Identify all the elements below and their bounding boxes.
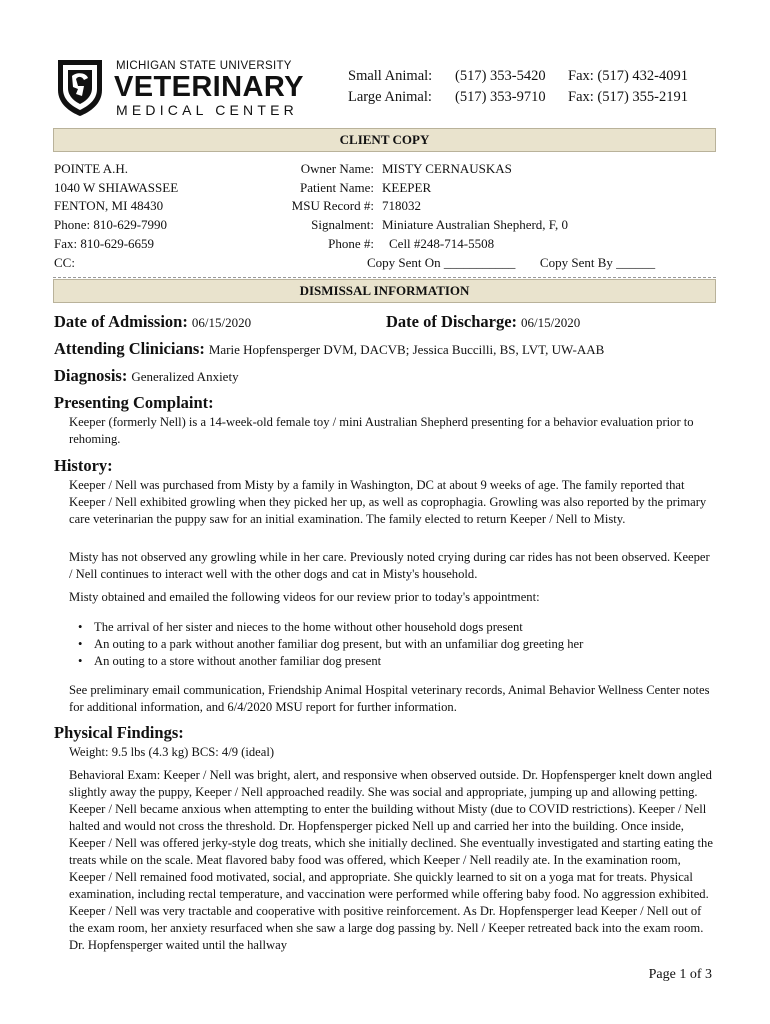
small-animal-phone: (517) 353-5420 <box>455 68 546 84</box>
owner-label: Owner Name: <box>300 161 374 176</box>
patient-label: Patient Name: <box>299 179 374 195</box>
discharge-label: Date of Discharge: <box>386 312 518 331</box>
page-number: Page 1 of 3 <box>648 967 712 982</box>
history-paragraph-1: Keeper / Nell was purchased from Misty by a family in Washington, DC at about 9 weeks of age. The family reported that Keeper / Nell exhibited growling when they picked her up, as well as coprophagia. Growling was also reported by the primary care veterinarian the puppy saw for an initial examination. The family elected to return Keeper / Nell to Misty. <box>69 478 707 526</box>
referral-info <box>54 160 178 272</box>
referral-cc: CC: <box>54 254 75 270</box>
phone-label: Phone #: <box>328 235 374 251</box>
client-copy-banner: CLIENT COPY <box>53 128 716 152</box>
copy-sent-by: Copy Sent By ______ <box>539 255 656 270</box>
logo-title: VETERINARY <box>114 71 304 103</box>
large-animal-label: Large Animal: <box>348 89 432 105</box>
admission-label: Date of Admission: <box>54 312 188 331</box>
signalment-label: Signalment: <box>311 217 374 233</box>
spartan-shield-icon <box>54 56 106 118</box>
video-list <box>76 619 583 670</box>
large-animal-phone: (517) 353-9710 <box>455 89 546 105</box>
list-item: • An outing to a store without another familiar dog present <box>76 653 583 670</box>
behavioral-exam: Behavioral Exam: Keeper / Nell was bright, alert, and responsive when observed outside. Dr. Hopfensperger knelt down angled slightly away the puppy, Keeper / Nell approached readily. She was social and appropriate, jumping up and allowing petting. Keeper / Nell became anxious when attempting to enter the building without Misty (due to COVID restrictions). Keeper / Nell halted and would not cross the threshold. Dr. Hopfensperger picked Nell up and carried her into the building. Once inside, Keeper / Nell was offered jerky-style dog treats, which she initially declined. She eventually investigated and starting eating the treats while on the scale. Meat flavored baby food was offered, which Keeper / Nell readily ate. In the examination room, Keeper / Nell remained food motivated, social, and appropriate. She quickly learned to sit on a yoga mat for treats. Physical examination, including rectal temperature, and vaccination were performed while offering baby food. No aggression exhibited. Keeper / Nell was very tractable and cooperative with positive reinforcement. As Dr. Hopfensperger lead Keeper / Nell out of the exam room, her anxiety resurfaced when she saw a large dog passing by. Nell / Keeper retreated back into the exam room. Dr. Hopfensperger waited until the hallway <box>69 768 713 952</box>
small-animal-label: Small Animal: <box>348 68 433 84</box>
dismissal-banner: DISMISSAL INFORMATION <box>53 279 716 303</box>
history-heading: History: <box>54 456 113 475</box>
patient-value: KEEPER <box>382 179 432 195</box>
signalment-value: Miniature Australian Shepherd, F, 0 <box>382 217 568 233</box>
copy-sent-on: Copy Sent On ___________ <box>367 255 516 270</box>
msu-vmc-logo <box>54 56 302 118</box>
record-value: 718032 <box>382 198 421 214</box>
clinicians-value: Marie Hopfensperger DVM, DACVB; Jessica Buccilli, BS, LVT, UW-AAB <box>208 342 605 357</box>
phone-value: Cell #248-714-5508 <box>389 235 495 251</box>
referral-fax: Fax: 810-629-6659 <box>54 235 155 251</box>
history-paragraph-3: Misty obtained and emailed the following videos for our review prior to today's appointment: <box>69 590 540 604</box>
clinicians <box>54 339 604 359</box>
copy-sent-line <box>367 255 655 271</box>
findings-heading: Physical Findings: <box>54 723 184 742</box>
discharge-date: 06/15/2020 <box>521 315 581 330</box>
diagnosis <box>54 366 239 386</box>
complaint-heading: Presenting Complaint: <box>54 393 214 412</box>
small-animal-fax: Fax: (517) 432-4091 <box>568 68 689 84</box>
referral-street: 1040 W SHIAWASSEE <box>54 179 179 195</box>
list-item: • The arrival of her sister and nieces to the home without other household dogs present <box>76 619 583 636</box>
admission <box>54 312 251 332</box>
referral-city: FENTON, MI 48430 <box>54 198 164 214</box>
university-name: MICHIGAN STATE UNIVERSITY <box>116 60 292 72</box>
record-label: MSU Record #: <box>291 198 374 214</box>
diagnosis-value: Generalized Anxiety <box>131 369 239 384</box>
referral-name: POINTE A.H. <box>54 161 129 176</box>
list-item: • An outing to a park without another familiar dog present, but with an unfamiliar dog greeting her <box>76 636 583 653</box>
logo-subtitle: MEDICAL CENTER <box>116 102 298 118</box>
history-paragraph-4: See preliminary email communication, Friendship Animal Hospital veterinary records, Animal Behavior Wellness Center notes for additional information, and 6/4/2020 MSU report for further information. <box>69 683 710 714</box>
divider <box>53 277 716 278</box>
large-animal-fax: Fax: (517) 355-2191 <box>568 89 689 105</box>
diagnosis-label: Diagnosis: <box>54 366 128 385</box>
discharge <box>386 312 580 332</box>
weight-bcs: Weight: 9.5 lbs (4.3 kg) BCS: 4/9 (ideal) <box>69 745 275 759</box>
complaint-text: Keeper (formerly Nell) is a 14-week-old female toy / mini Australian Shepherd presenting for a behavior evaluation prior to rehoming. <box>69 415 694 446</box>
clinicians-label: Attending Clinicians: <box>54 339 205 358</box>
owner-value: MISTY CERNAUSKAS <box>382 161 512 176</box>
referral-phone: Phone: 810-629-7990 <box>54 217 168 233</box>
admission-date: 06/15/2020 <box>191 315 252 330</box>
history-paragraph-2: Misty has not observed any growling while in her care. Previously noted crying during car rides has not been observed. Keeper / Nell continues to interact well with the other dogs and cat in Misty's household. <box>69 550 710 581</box>
